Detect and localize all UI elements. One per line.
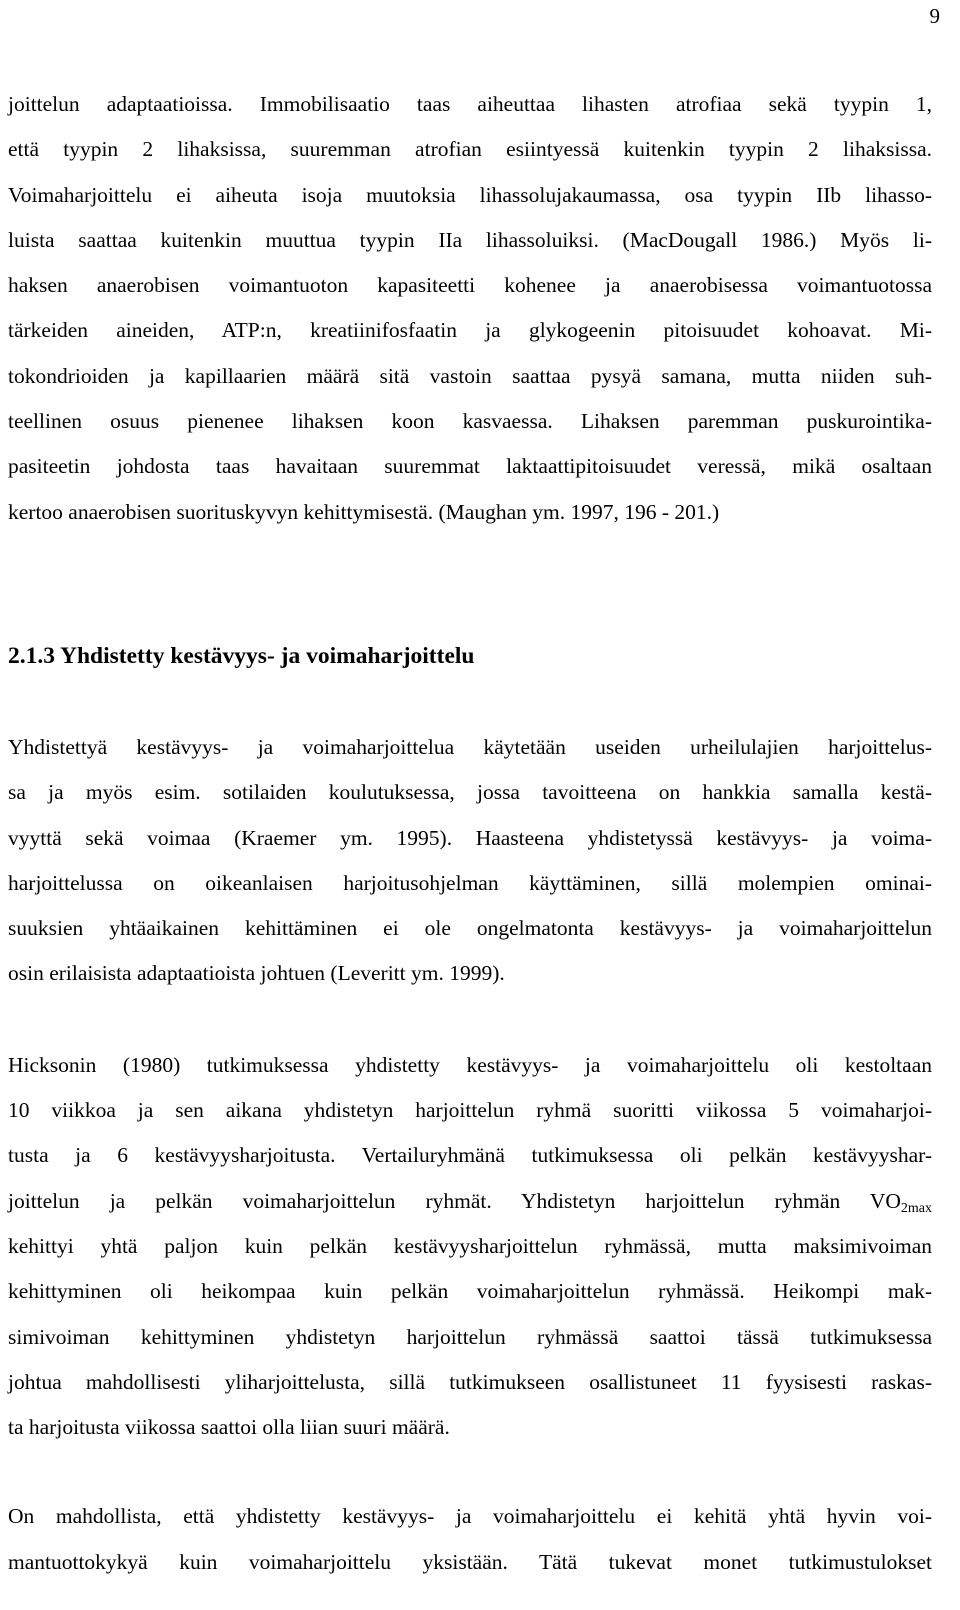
paragraph-conclusion xyxy=(8,1494,932,1585)
section-number: 2.1.3 xyxy=(8,642,55,669)
text-line: että tyypin 2 lihaksissa, suuremman atrofian esiintyessä kuitenkin tyypin 2 lihaksissa. xyxy=(8,137,932,162)
text-line: haksen anaerobisen voimantuoton kapasiteetti kohenee ja anaerobisessa voimantuotossa xyxy=(8,273,932,298)
text-line: teellinen osuus pienenee lihaksen koon kasvaessa. Lihaksen paremman puskurointika- xyxy=(8,409,932,434)
text-line-main: joittelun ja pelkän voimaharjoittelun ryhmät. Yhdistetyn harjoittelun ryhmän VO xyxy=(8,1188,901,1213)
text-line: mantuottokykyä kuin voimaharjoittelu yksistään. Tätä tukevat monet tutkimustulokset xyxy=(8,1549,932,1574)
text-line: vyyttä sekä voimaa (Kraemer ym. 1995). Haasteena yhdistetyssä kestävyys- ja voima- xyxy=(8,825,932,850)
section-heading xyxy=(8,633,932,679)
text-line: harjoittelussa on oikeanlaisen harjoitusohjelman käyttäminen, sillä molempien ominai- xyxy=(8,870,932,895)
text-line: kehittyminen oli heikompaa kuin pelkän voimaharjoittelun ryhmässä. Heikompi mak- xyxy=(8,1279,932,1304)
text-line-with-subscript xyxy=(8,1179,932,1224)
spacer xyxy=(8,679,932,725)
text-line: kertoo anaerobisen suorituskyvyn kehittymisestä. (Maughan ym. 1997, 196 - 201.) xyxy=(8,499,720,524)
text-line: sa ja myös esim. sotilaiden koulutuksessa, jossa tavoitteena on hankkia samalla kestä- xyxy=(8,780,932,805)
subscript-2max: 2max xyxy=(900,1200,932,1216)
text-line: johtua mahdollisesti yliharjoittelusta, sillä tutkimukseen osallistuneet 11 fyysisesti raskas- xyxy=(8,1369,932,1394)
text-line: tokondrioiden ja kapillaarien määrä sitä vastoin saattaa pysyä samana, mutta niiden suh- xyxy=(8,363,932,388)
text-line: pasiteetin johdosta taas havaitaan suuremmat laktaattipitoisuudet veressä, mikä osaltaan xyxy=(8,454,932,479)
document-body xyxy=(8,82,932,1585)
text-line: osin erilaisista adaptaatioista johtuen (Leveritt ym. 1999). xyxy=(8,961,505,986)
paragraph-combined-training xyxy=(8,725,932,997)
text-line: tärkeiden aineiden, ATP:n, kreatiinifosfaatin ja glykogeenin pitoisuudet kohoavat. Mi- xyxy=(8,318,932,343)
spacer xyxy=(8,1450,932,1494)
text-line: kehittyi yhtä paljon kuin pelkän kestävyysharjoittelun ryhmässä, mutta maksimivoiman xyxy=(8,1233,932,1258)
text-line: 10 viikkoa ja sen aikana yhdistetyn harjoittelun ryhmä suoritti viikossa 5 voimaharjoi- xyxy=(8,1098,932,1123)
paragraph-hickson-study xyxy=(8,1043,932,1451)
text-line: luista saattaa kuitenkin muuttua tyypin IIa lihassoluiksi. (MacDougall 1986.) Myös li- xyxy=(8,227,932,252)
text-line: tusta ja 6 kestävyysharjoitusta. Vertailuryhmänä tutkimuksessa oli pelkän kestävyyshar- xyxy=(8,1143,932,1168)
spacer xyxy=(8,535,932,633)
page-number: 9 xyxy=(929,4,940,28)
text-line: joittelun adaptaatioissa. Immobilisaatio taas aiheuttaa lihasten atrofiaa sekä tyypin 1, xyxy=(8,92,932,116)
paragraph-adaptations xyxy=(8,82,932,535)
section-title: Yhdistetty kestävyys- ja voimaharjoittelu xyxy=(60,642,475,669)
text-line: Voimaharjoittelu ei aiheuta isoja muutoksia lihassolujakaumassa, osa tyypin IIb lihasso- xyxy=(8,182,932,207)
text-line: suuksien yhtäaikainen kehittäminen ei ole ongelmatonta kestävyys- ja voimaharjoittelun xyxy=(8,916,932,941)
spacer xyxy=(8,997,932,1043)
text-line: Yhdistettyä kestävyys- ja voimaharjoittelua käytetään useiden urheilulajien harjoittelus- xyxy=(8,734,932,759)
text-line: Hicksonin (1980) tutkimuksessa yhdistetty kestävyys- ja voimaharjoittelu oli kestoltaan xyxy=(8,1052,932,1077)
text-line: simivoiman kehittyminen yhdistetyn harjoittelun ryhmässä saattoi tässä tutkimuksessa xyxy=(8,1324,932,1349)
text-line: On mahdollista, että yhdistetty kestävyys- ja voimaharjoittelu ei kehitä yhtä hyvin voi- xyxy=(8,1504,932,1529)
text-line: ta harjoitusta viikossa saattoi olla liian suuri määrä. xyxy=(8,1415,450,1440)
